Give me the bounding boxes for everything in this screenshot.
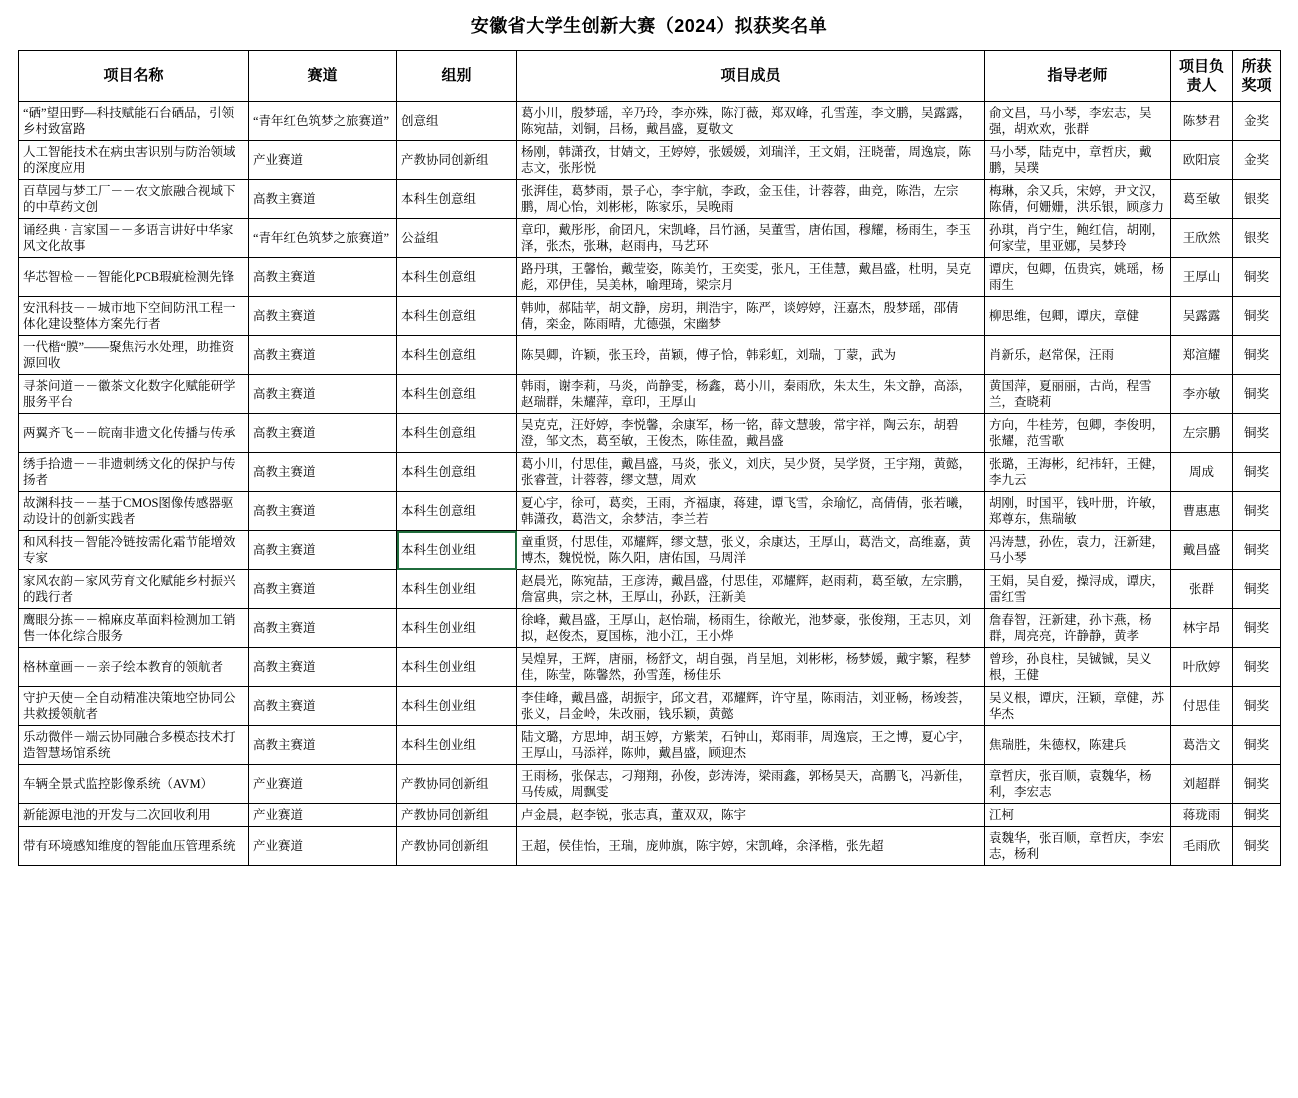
cell-award[interactable]: 铜奖 <box>1233 827 1281 866</box>
cell-members[interactable]: 路丹琪，王馨怡，戴莹姿，陈美竹，王奕雯，张凡，王佳慧，戴昌盛，杜明，吴克彪，邓伊佳，吴美林，喻理琦，梁宗月 <box>517 258 985 297</box>
cell-members[interactable]: 韩雨，谢李莉，马炎，尚静雯，杨鑫，葛小川，秦雨欣，朱太生，朱文静，高添，赵瑞群，朱耀萍，章印，王厚山 <box>517 375 985 414</box>
cell-group[interactable]: 产教协同创新组 <box>397 827 517 866</box>
table-row <box>19 258 1281 297</box>
table-row <box>19 765 1281 804</box>
table-row <box>19 492 1281 531</box>
cell-award[interactable]: 铜奖 <box>1233 531 1281 570</box>
cell-track[interactable]: 产业赛道 <box>249 804 397 827</box>
cell-teacher[interactable]: 梅琳，余又兵，宋婷，尹文汉，陈倩，何姗姗，洪乐银，顾彦力 <box>985 180 1171 219</box>
table-row <box>19 297 1281 336</box>
table-row <box>19 180 1281 219</box>
cell-members[interactable]: 王超，侯佳怡，王瑞，庞帅旗，陈宇婷，宋凯峰，余泽楷，张先超 <box>517 827 985 866</box>
table-row <box>19 414 1281 453</box>
cell-teacher[interactable]: 胡刚，时国平，钱叶册，许敏，郑尊东，焦瑞敏 <box>985 492 1171 531</box>
table-row <box>19 804 1281 827</box>
cell-leader[interactable]: 葛至敏 <box>1171 180 1233 219</box>
table-row <box>19 219 1281 258</box>
cell-award[interactable]: 铜奖 <box>1233 726 1281 765</box>
cell-group[interactable]: 本科生创业组 <box>397 570 517 609</box>
cell-leader[interactable]: 叶欣婷 <box>1171 648 1233 687</box>
cell-leader[interactable]: 戴昌盛 <box>1171 531 1233 570</box>
cell-group[interactable]: 产教协同创新组 <box>397 141 517 180</box>
cell-leader[interactable]: 李亦敏 <box>1171 375 1233 414</box>
cell-project-name[interactable]: “硒”望田野—科技赋能石台硒品，引领乡村致富路 <box>19 102 249 141</box>
cell-leader[interactable]: 郑渲耀 <box>1171 336 1233 375</box>
cell-award[interactable]: 铜奖 <box>1233 492 1281 531</box>
cell-members[interactable]: 吴煌昇，王辉，唐丽，杨舒文，胡自强，肖呈旭，刘彬彬，杨梦媛，戴宇繁，程梦佳，陈莹，陈馨然，孙雪莲，杨佳乐 <box>517 648 985 687</box>
cell-members[interactable]: 夏心宇，徐可，葛奕，王雨，齐福康，蒋建，谭飞雪，余瑜忆，高倩倩，张若曦，韩潇孜，葛浩文，余梦洁，李兰若 <box>517 492 985 531</box>
cell-teacher[interactable]: 袁魏华，张百顺，章哲庆，李宏志，杨利 <box>985 827 1171 866</box>
cell-track[interactable]: 高教主赛道 <box>249 336 397 375</box>
cell-award[interactable]: 铜奖 <box>1233 375 1281 414</box>
cell-teacher[interactable]: 吴义根，谭庆，汪颖，章健，苏华杰 <box>985 687 1171 726</box>
cell-teacher[interactable]: 柳思维，包卿，谭庆，章健 <box>985 297 1171 336</box>
cell-leader[interactable]: 陈梦君 <box>1171 102 1233 141</box>
cell-project-name[interactable]: 一代楷“膜”——聚焦污水处理，助推资源回收 <box>19 336 249 375</box>
cell-members[interactable]: 陈昊卿，许颖，张玉玲，苗颖，傅子恰，韩彩虹，刘瑞，丁蒙，武为 <box>517 336 985 375</box>
cell-teacher[interactable]: 江柯 <box>985 804 1171 827</box>
cell-award[interactable]: 铜奖 <box>1233 453 1281 492</box>
cell-project-name[interactable]: 车辆全景式监控影像系统（AVM） <box>19 765 249 804</box>
cell-leader[interactable]: 周成 <box>1171 453 1233 492</box>
cell-members[interactable]: 童重贤，付思佳，邓耀辉，缪文慧，张义，余康达，王厚山，葛浩文，高维嘉，黄博杰，魏悦悦，陈久阳，唐佑国，马周洋 <box>517 531 985 570</box>
cell-members[interactable]: 王雨杨，张保志，刁翔翔，孙俊，彭涛涛，梁雨鑫，郭杨昊天，高鹏飞，冯新佳，马传威，周飘雯 <box>517 765 985 804</box>
cell-project-name[interactable]: 守护天使－全自动精准决策地空协同公共救援领航者 <box>19 687 249 726</box>
cell-group[interactable]: 产教协同创新组 <box>397 804 517 827</box>
cell-leader[interactable]: 王厚山 <box>1171 258 1233 297</box>
table-row <box>19 102 1281 141</box>
cell-project-name[interactable]: 绣手拾遗－－非遗刺绣文化的保护与传扬者 <box>19 453 249 492</box>
cell-group[interactable]: 本科生创意组 <box>397 297 517 336</box>
cell-group[interactable]: 本科生创业组 <box>397 609 517 648</box>
page-title: 安徽省大学生创新大赛（2024）拟获奖名单 <box>470 16 828 36</box>
cell-group[interactable]: 本科生创意组 <box>397 492 517 531</box>
cell-track[interactable]: 高教主赛道 <box>249 531 397 570</box>
cell-leader[interactable]: 张群 <box>1171 570 1233 609</box>
cell-project-name[interactable]: 新能源电池的开发与二次回收利用 <box>19 804 249 827</box>
cell-teacher[interactable]: 马小琴，陆克中，章哲庆，戴鹏，吴璞 <box>985 141 1171 180</box>
column-header-teacher: 指导老师 <box>985 51 1171 102</box>
cell-leader[interactable]: 吴露露 <box>1171 297 1233 336</box>
cell-group[interactable]: 本科生创意组 <box>397 453 517 492</box>
cell-members[interactable]: 张湃佳，葛梦雨，景子心，李宇航，李政，金玉佳，计蓉蓉，曲竞，陈浩，左宗鹏，周心怡，刘彬彬，陈家乐，吴晚雨 <box>517 180 985 219</box>
cell-track[interactable]: 高教主赛道 <box>249 453 397 492</box>
cell-teacher[interactable]: 詹春智，汪新建，孙卞燕，杨群，周亮亮，许静静，黄孝 <box>985 609 1171 648</box>
cell-teacher[interactable]: 张璐，王海彬，纪祎轩，王健，李九云 <box>985 453 1171 492</box>
cell-leader[interactable]: 王欣然 <box>1171 219 1233 258</box>
column-header-award-line2: 奖项 <box>1241 77 1272 94</box>
cell-members[interactable]: 葛小川，付思佳，戴昌盛，马炎，张义，刘庆，吴少贤，吴学贤，王宇翔，黄懿，张睿萱，计蓉蓉，缪文慧，周欢 <box>517 453 985 492</box>
cell-teacher[interactable]: 黄国萍，夏丽丽，古尚，程雪兰，查晓莉 <box>985 375 1171 414</box>
cell-award[interactable]: 金奖 <box>1233 141 1281 180</box>
cell-members[interactable]: 葛小川，殷梦瑶，辛乃玲，李亦殊，陈汀薇，郑双峰，孔雪莲，李文鹏，吴露露，陈宛喆，刘铜，吕杨，戴昌盛，夏敬文 <box>517 102 985 141</box>
cell-track[interactable]: 产业赛道 <box>249 827 397 866</box>
cell-members[interactable]: 韩帅，郝陆苹，胡文静，房玥，荆浩宇，陈严，谈婷婷，汪嘉杰，殷梦瑶，邵倩倩，栾金，陈雨晴，尤德强，宋幽梦 <box>517 297 985 336</box>
column-header-leader-line1: 项目负 <box>1178 57 1224 75</box>
column-header-group: 组别 <box>397 51 517 102</box>
cell-teacher[interactable]: 俞文昌，马小琴，李宏志，吴强，胡欢欢，张群 <box>985 102 1171 141</box>
cell-track[interactable]: 产业赛道 <box>249 141 397 180</box>
cell-teacher[interactable]: 冯涛慧，孙佐，袁力，汪新建，马小琴 <box>985 531 1171 570</box>
table-row <box>19 375 1281 414</box>
table-row <box>19 609 1281 648</box>
cell-group[interactable]: 本科生创意组 <box>397 336 517 375</box>
cell-track[interactable]: 高教主赛道 <box>249 297 397 336</box>
cell-award[interactable]: 银奖 <box>1233 180 1281 219</box>
cell-award[interactable]: 铜奖 <box>1233 765 1281 804</box>
cell-track[interactable]: 高教主赛道 <box>249 375 397 414</box>
cell-group[interactable]: 本科生创意组 <box>397 258 517 297</box>
cell-project-name[interactable]: 格林童画－－亲子绘本教育的领航者 <box>19 648 249 687</box>
cell-leader[interactable]: 曹惠惠 <box>1171 492 1233 531</box>
cell-group[interactable]: 本科生创业组 <box>397 648 517 687</box>
cell-leader[interactable]: 蒋珑雨 <box>1171 804 1233 827</box>
cell-group-selected[interactable]: 本科生创业组 <box>397 531 517 570</box>
cell-members[interactable]: 赵晨光，陈宛喆，王彦涛，戴昌盛，付思佳，邓耀辉，赵雨莉，葛至敏，左宗鹏，詹富典，宗之林，王厚山，孙跃，汪新美 <box>517 570 985 609</box>
cell-members[interactable]: 吴克克，汪妤婷，李悦馨，余康军，杨一铭，薛文慧骏，常宇祥，陶云东，胡碧澄，邹文杰，葛至敏，王俊杰，陈佳盈，戴昌盛 <box>517 414 985 453</box>
cell-project-name[interactable]: 两翼齐飞－－皖南非遗文化传播与传承 <box>19 414 249 453</box>
cell-leader[interactable]: 欧阳宸 <box>1171 141 1233 180</box>
cell-project-name[interactable]: 故渊科技－－基于CMOS图像传感器驱动设计的创新实践者 <box>19 492 249 531</box>
table-body <box>19 102 1281 866</box>
cell-group[interactable]: 本科生创业组 <box>397 687 517 726</box>
table-row <box>19 570 1281 609</box>
table-row <box>19 141 1281 180</box>
cell-award[interactable]: 铜奖 <box>1233 414 1281 453</box>
cell-project-name[interactable]: 诵经典 · 言家国－－多语言讲好中华家风文化故事 <box>19 219 249 258</box>
cell-group[interactable]: 产教协同创新组 <box>397 765 517 804</box>
cell-leader[interactable]: 毛雨欣 <box>1171 827 1233 866</box>
cell-members[interactable]: 李佳峰，戴昌盛，胡振宇，邱文君，邓耀辉，许守星，陈雨洁，刘亚畅，杨竣荟，张义，吕金岭，朱改丽，钱乐颖，黄懿 <box>517 687 985 726</box>
cell-award[interactable]: 银奖 <box>1233 219 1281 258</box>
table-row <box>19 648 1281 687</box>
cell-track[interactable]: 高教主赛道 <box>249 687 397 726</box>
cell-track[interactable]: 高教主赛道 <box>249 726 397 765</box>
table-row <box>19 687 1281 726</box>
cell-award[interactable]: 铜奖 <box>1233 609 1281 648</box>
cell-track[interactable]: 高教主赛道 <box>249 648 397 687</box>
table-header-row <box>19 51 1281 102</box>
cell-track[interactable]: 高教主赛道 <box>249 492 397 531</box>
cell-track[interactable]: 高教主赛道 <box>249 609 397 648</box>
cell-teacher[interactable]: 孙琪，肖宁生，鲍红信，胡刚，何家莹，里亚娜，吴梦玲 <box>985 219 1171 258</box>
cell-teacher[interactable]: 曾珍，孙良柱，吴铖铖，吴义根，王健 <box>985 648 1171 687</box>
cell-award[interactable]: 铜奖 <box>1233 648 1281 687</box>
cell-project-name[interactable]: 鹰眼分拣－－棉麻皮革面料检测加工销售一体化综合服务 <box>19 609 249 648</box>
cell-project-name[interactable]: 家风农韵－家风劳育文化赋能乡村振兴的践行者 <box>19 570 249 609</box>
cell-track[interactable]: 高教主赛道 <box>249 414 397 453</box>
column-header-project-name: 项目名称 <box>19 51 249 102</box>
table-row <box>19 726 1281 765</box>
cell-award[interactable]: 铜奖 <box>1233 258 1281 297</box>
cell-project-name[interactable]: 寻茶问道－－徽茶文化数字化赋能研学服务平台 <box>19 375 249 414</box>
cell-group[interactable]: 本科生创意组 <box>397 375 517 414</box>
cell-members[interactable]: 章印，戴彤彤，俞囝凡，宋凯峰，吕竹涵，吴董雪，唐佑国，穆耀，杨雨生，李玉泽，张杰，张琳，赵雨冉，马艺环 <box>517 219 985 258</box>
cell-project-name[interactable]: 和风科技－智能冷链按需化霜节能增效专家 <box>19 531 249 570</box>
cell-leader[interactable]: 刘超群 <box>1171 765 1233 804</box>
cell-award[interactable]: 金奖 <box>1233 102 1281 141</box>
cell-leader[interactable]: 葛浩文 <box>1171 726 1233 765</box>
cell-award[interactable]: 铜奖 <box>1233 687 1281 726</box>
cell-group[interactable]: 创意组 <box>397 102 517 141</box>
cell-teacher[interactable]: 王娟，吴自爱，操浔成，谭庆，雷红雪 <box>985 570 1171 609</box>
cell-group[interactable]: 本科生创意组 <box>397 180 517 219</box>
cell-project-name[interactable]: 华芯智检－－智能化PCB瑕疵检测先锋 <box>19 258 249 297</box>
cell-leader[interactable]: 付思佳 <box>1171 687 1233 726</box>
cell-award[interactable]: 铜奖 <box>1233 336 1281 375</box>
cell-track[interactable]: 高教主赛道 <box>249 570 397 609</box>
cell-leader[interactable]: 左宗鹏 <box>1171 414 1233 453</box>
cell-group[interactable]: 本科生创业组 <box>397 726 517 765</box>
cell-track[interactable]: 高教主赛道 <box>249 258 397 297</box>
cell-leader[interactable]: 林宇昂 <box>1171 609 1233 648</box>
cell-group[interactable]: 公益组 <box>397 219 517 258</box>
column-header-track: 赛道 <box>249 51 397 102</box>
cell-project-name[interactable]: 乐动微伴－端云协同融合多模态技术打造智慧场馆系统 <box>19 726 249 765</box>
cell-track[interactable]: 产业赛道 <box>249 765 397 804</box>
cell-award[interactable]: 铜奖 <box>1233 804 1281 827</box>
cell-members[interactable]: 卢金晨，赵李锐，张志真，董双双，陈宇 <box>517 804 985 827</box>
table-row <box>19 531 1281 570</box>
column-header-award-line1: 所获 <box>1241 57 1272 75</box>
cell-track[interactable]: 高教主赛道 <box>249 180 397 219</box>
cell-members[interactable]: 徐峰，戴昌盛，王厚山，赵怡瑞，杨雨生，徐敞光，池梦豪，张俊翔，王志贝，刘拟，赵俊杰，夏国栋，池小江，王小烨 <box>517 609 985 648</box>
column-header-leader <box>1171 51 1233 102</box>
cell-track[interactable]: “青年红色筑梦之旅赛道” <box>249 219 397 258</box>
cell-members[interactable]: 陆文璐，方思坤，胡玉婷，方紫茉，石钟山，郑雨菲，周逸宸，王之博，夏心宇，王厚山，马添祥，陈帅，戴昌盛，顾迎杰 <box>517 726 985 765</box>
cell-group[interactable]: 本科生创意组 <box>397 414 517 453</box>
cell-project-name[interactable]: 人工智能技术在病虫害识别与防治领域的深度应用 <box>19 141 249 180</box>
cell-track[interactable]: “青年红色筑梦之旅赛道” <box>249 102 397 141</box>
table-row <box>19 336 1281 375</box>
cell-award[interactable]: 铜奖 <box>1233 570 1281 609</box>
table-row <box>19 453 1281 492</box>
award-list-table <box>18 50 1281 866</box>
cell-teacher[interactable]: 章哲庆，张百顺，袁魏华，杨利，李宏志 <box>985 765 1171 804</box>
cell-award[interactable]: 铜奖 <box>1233 297 1281 336</box>
column-header-members: 项目成员 <box>517 51 985 102</box>
cell-teacher[interactable]: 焦瑞胜，朱德权，陈建兵 <box>985 726 1171 765</box>
cell-teacher[interactable]: 肖新乐，赵常保，汪雨 <box>985 336 1171 375</box>
cell-project-name[interactable]: 百草园与梦工厂－－农文旅融合视域下的中草药文创 <box>19 180 249 219</box>
cell-project-name[interactable]: 安汛科技－－城市地下空间防汛工程一体化建设整体方案先行者 <box>19 297 249 336</box>
column-header-award <box>1233 51 1281 102</box>
cell-members[interactable]: 杨刚，韩潇孜，甘婧文，王婷婷，张媛媛，刘瑞洋，王文娟，汪晓蕾，周逸宸，陈志文，张彤悦 <box>517 141 985 180</box>
cell-project-name[interactable]: 带有环境感知维度的智能血压管理系统 <box>19 827 249 866</box>
table-row <box>19 827 1281 866</box>
column-header-leader-line2: 责人 <box>1186 77 1217 94</box>
cell-teacher[interactable]: 方向，牛桂芳，包卿，李俊明，张耀，范雪歌 <box>985 414 1171 453</box>
cell-teacher[interactable]: 谭庆，包卿，伍贵宾，姚瑶，杨雨生 <box>985 258 1171 297</box>
